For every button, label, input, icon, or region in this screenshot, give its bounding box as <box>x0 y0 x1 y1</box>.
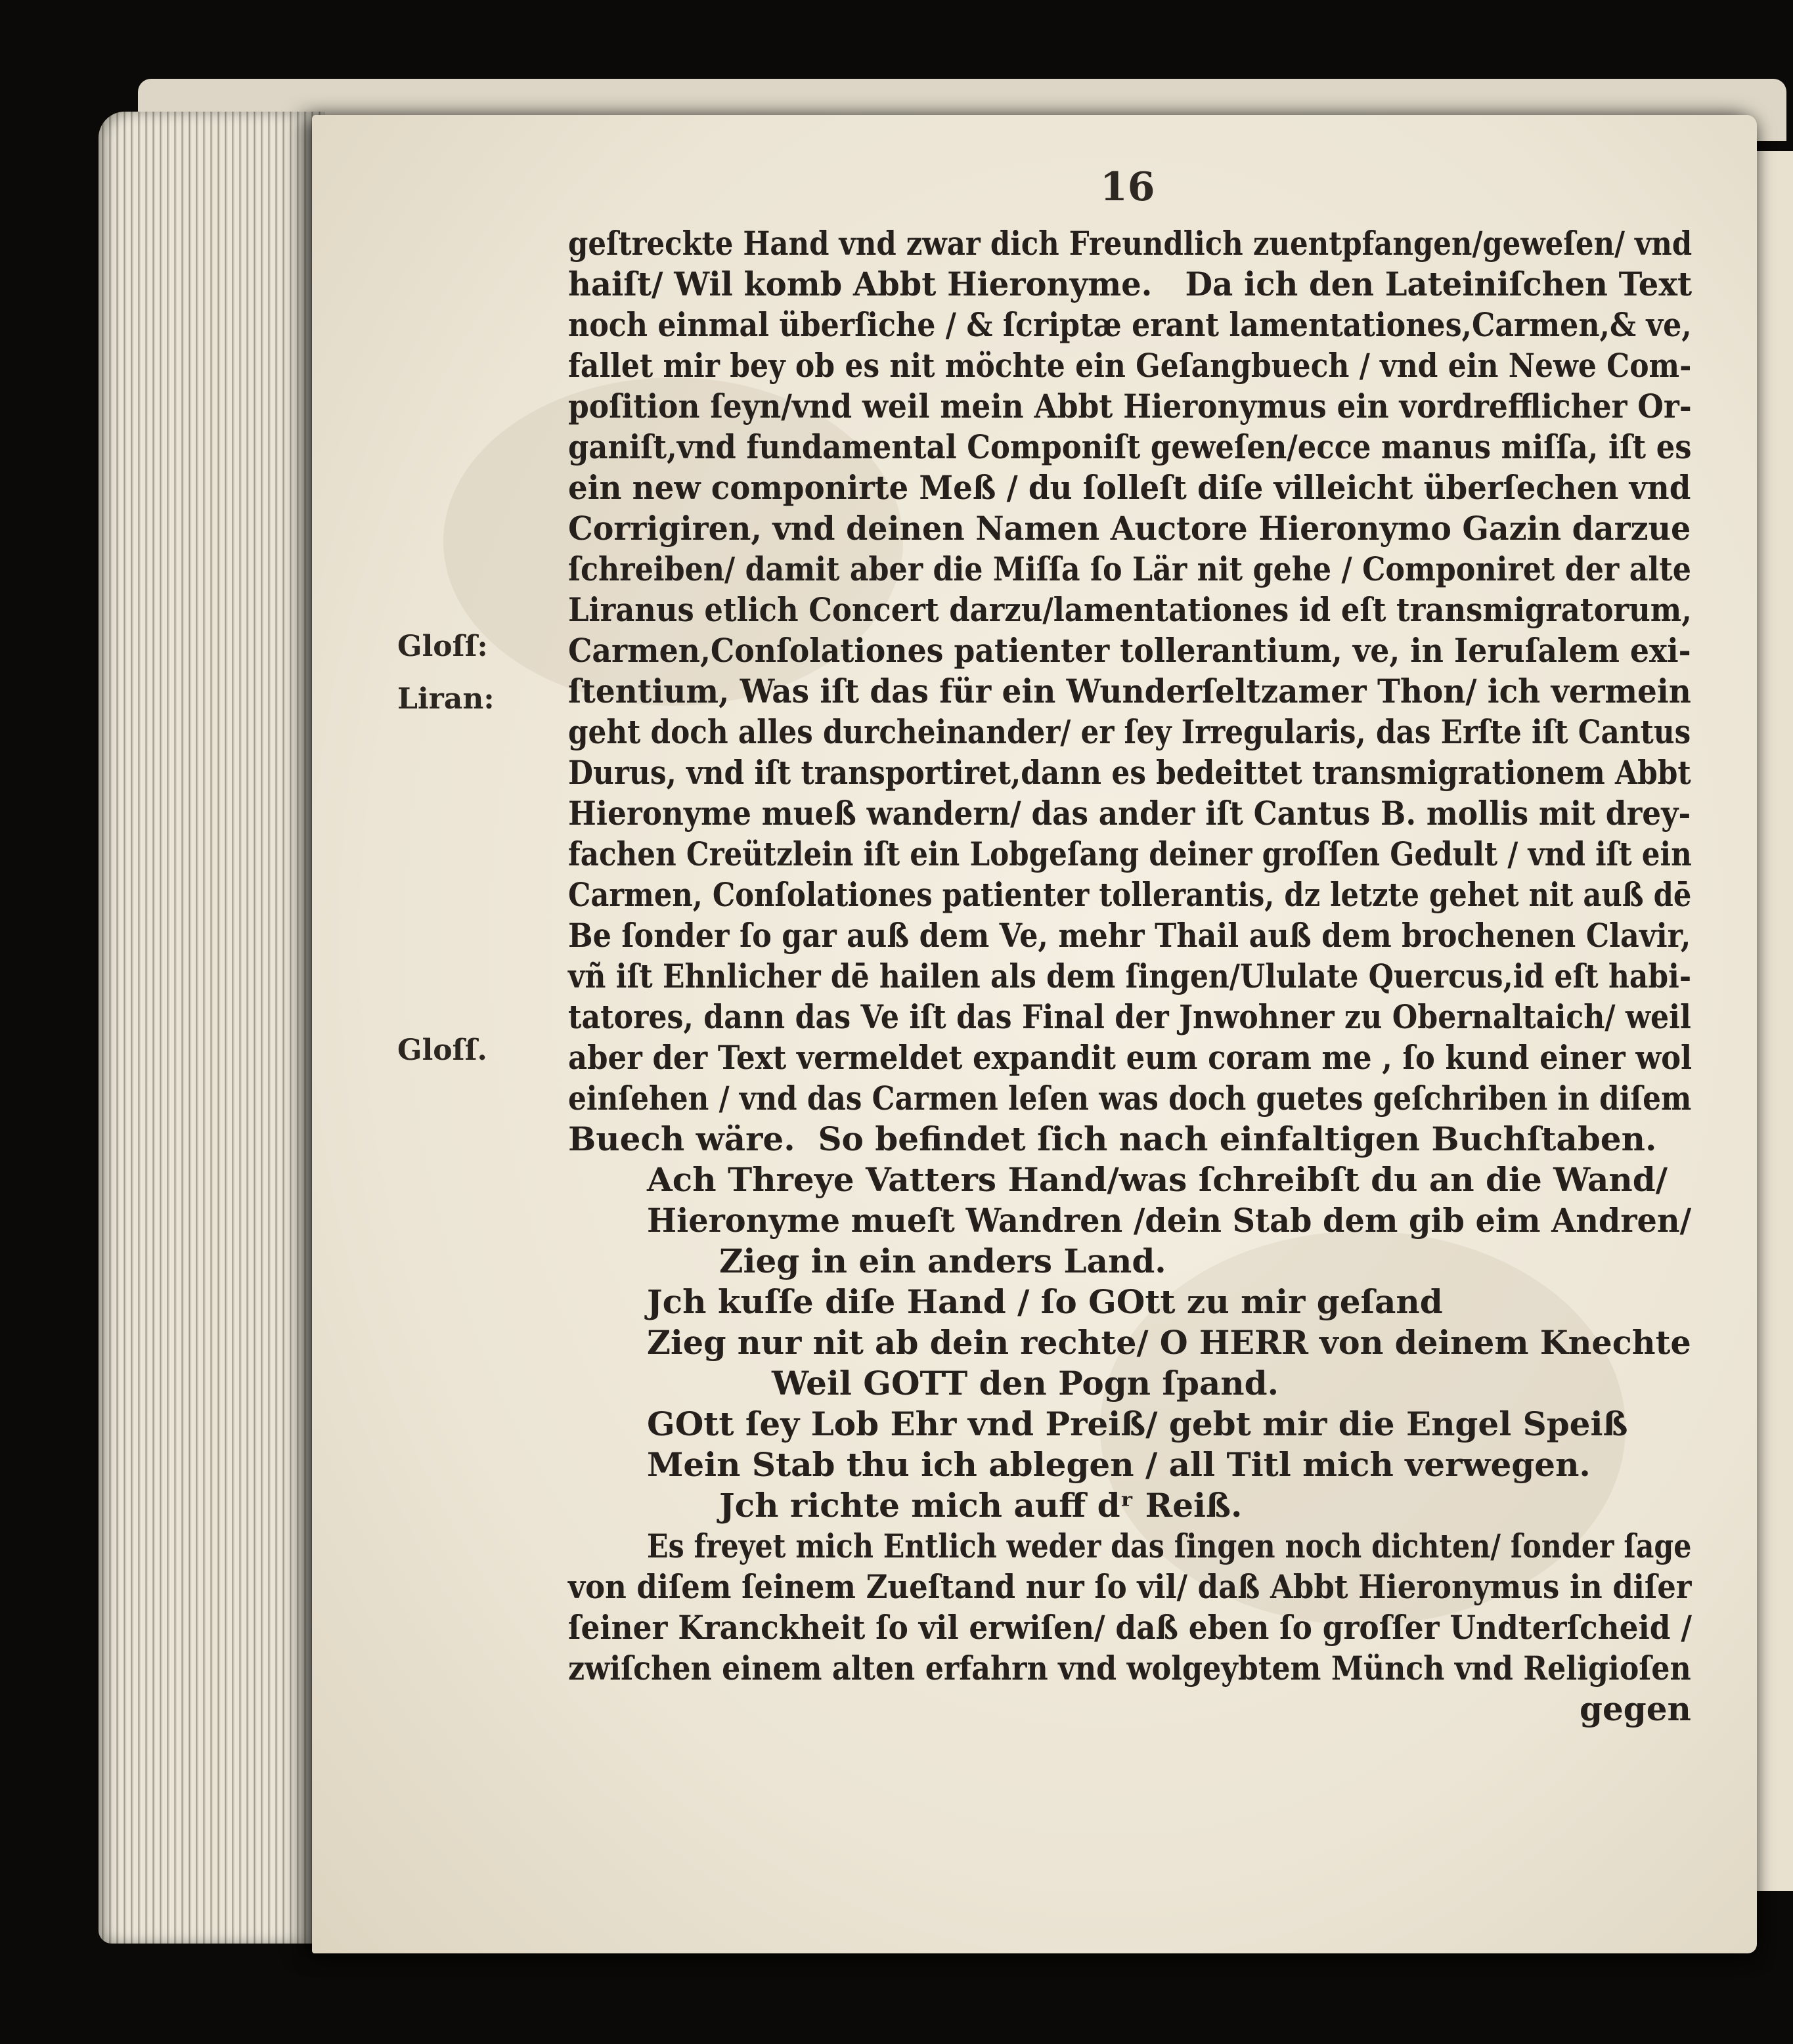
page-number: 16 <box>1100 164 1155 210</box>
marginal-note: Gloſſ. <box>397 1033 487 1067</box>
text-line: noch einmal überſiche / & ſcriptæ erant lamentationes,Carmen,& ve, <box>568 305 1692 344</box>
text-line: Liranus etlich Concert darzu/lamentationes id eſt transmigratorum, <box>568 590 1692 629</box>
text-line: vñ iſt Ehnlicher dē hailen als dem ſingen/Ululate Quercus,id eſt habi- <box>568 957 1692 995</box>
marginal-note: Liran: <box>397 682 495 716</box>
text-line: ein new componirte Meß / du ſolleſt diſe villeicht überſechen vnd <box>568 468 1691 507</box>
text-line: geht doch alles durcheinander/ er ſey Irregularis, das Erſte iſt Cantus <box>568 712 1691 751</box>
verse-line: Mein Stab thu ich ablegen / all Titl mich verwegen. <box>647 1445 1591 1484</box>
text-line: fallet mir bey ob es nit möchte ein Geſangbuech / vnd ein Newe Com- <box>568 346 1692 385</box>
text-line: ſtentium, Was iſt das für ein Wunderſeltzamer Thon/ ich vermein <box>568 672 1691 710</box>
verse-line: Jch kuſſe diſe Hand / ſo GOtt zu mir geſand <box>647 1282 1443 1321</box>
text-line: von diſem ſeinem Zueſtand nur ſo vil/ daß Abbt Hieronymus in diſer <box>568 1567 1692 1606</box>
text-line: Be ſonder ſo gar auß dem Ve, mehr Thail auß dem brochenen Clavir, <box>568 916 1691 955</box>
text-line: ganiſt,vnd fundamental Componiſt geweſen/ecce manus miſſa, iſt es <box>568 427 1692 466</box>
text-line: geſtreckte Hand vnd zwar dich Freundlich zuentpfangen/geweſen/ vnd <box>568 224 1693 263</box>
verse-line: Ach Threye Vatters Hand/was ſchreibſt du an die Wand/ <box>647 1160 1668 1199</box>
text-line: tatores, dann das Ve iſt das Final der Jnwohner zu Obernaltaich/ weil <box>568 997 1691 1036</box>
text-line: ſeiner Kranckheit ſo vil erwiſen/ daß eben ſo groſſer Undterſcheid / <box>568 1608 1692 1647</box>
text-line: poſition ſeyn/vnd weil mein Abbt Hieronymus ein vordrefflicher Or- <box>568 387 1692 425</box>
text-line: aber der Text vermeldet expandit eum coram me , ſo kund einer wol <box>568 1038 1693 1077</box>
page-edges <box>99 112 325 1944</box>
verse-line: Zieg in ein anders Land. <box>719 1242 1166 1280</box>
text-line: Corrigiren, vnd deinen Namen Auctore Hieronymo Gazin darzue <box>568 509 1691 548</box>
verse-line: GOtt ſey Lob Ehr vnd Preiß/ gebt mir die Engel Speiß <box>647 1404 1628 1443</box>
marginal-note: Gloſſ: <box>397 630 488 663</box>
catchword: gegen <box>1580 1689 1691 1728</box>
verse-line: Hieronyme mueſt Wandren /dein Stab dem gib eim Andren/ <box>647 1201 1692 1240</box>
verse-line: Jch richte mich auff dʳ Reiß. <box>719 1486 1243 1525</box>
text-line: Carmen,Conſolationes patienter tollerantium, ve, in Ieruſalem exi- <box>568 631 1691 670</box>
text-line: haiſt/ Wil komb Abbt Hieronyme. Da ich den Lateiniſchen Text <box>568 265 1693 303</box>
text-line: fachen Creützlein iſt ein Lobgeſang deiner groſſen Gedult / vnd iſt ein <box>568 835 1692 873</box>
verse-line: Zieg nur nit ab dein rechte/ O HERR von deinem Knechte <box>647 1323 1691 1362</box>
text-line: einſehen / vnd das Carmen leſen was doch guetes geſchriben in diſem <box>568 1079 1692 1118</box>
text-line: Buech wäre. So befindet ſich nach einfaltigen Buchſtaben. <box>568 1120 1657 1158</box>
text-line: Carmen, Conſolationes patienter tollerantis, dz letzte gehet nit auß dē <box>568 875 1692 914</box>
text-line: Durus, vnd iſt transportiret,dann es bedeittet transmigrationem Abbt <box>568 753 1691 792</box>
text-line: ſchreiben/ damit aber die Miſſa ſo Lär nit gehe / Componiret der alte <box>568 550 1691 588</box>
text-line: Es freyet mich Entlich weder das ſingen noch dichten/ ſonder ſage <box>647 1527 1692 1565</box>
text-line: Hieronyme mueß wandern/ das ander iſt Cantus B. mollis mit drey- <box>568 794 1691 833</box>
verse-line: Weil GOTT den Pogn ſpand. <box>772 1364 1279 1403</box>
text-line: zwiſchen einem alten erfahrn vnd wolgeybtem Münch vnd Religioſen <box>568 1649 1691 1687</box>
